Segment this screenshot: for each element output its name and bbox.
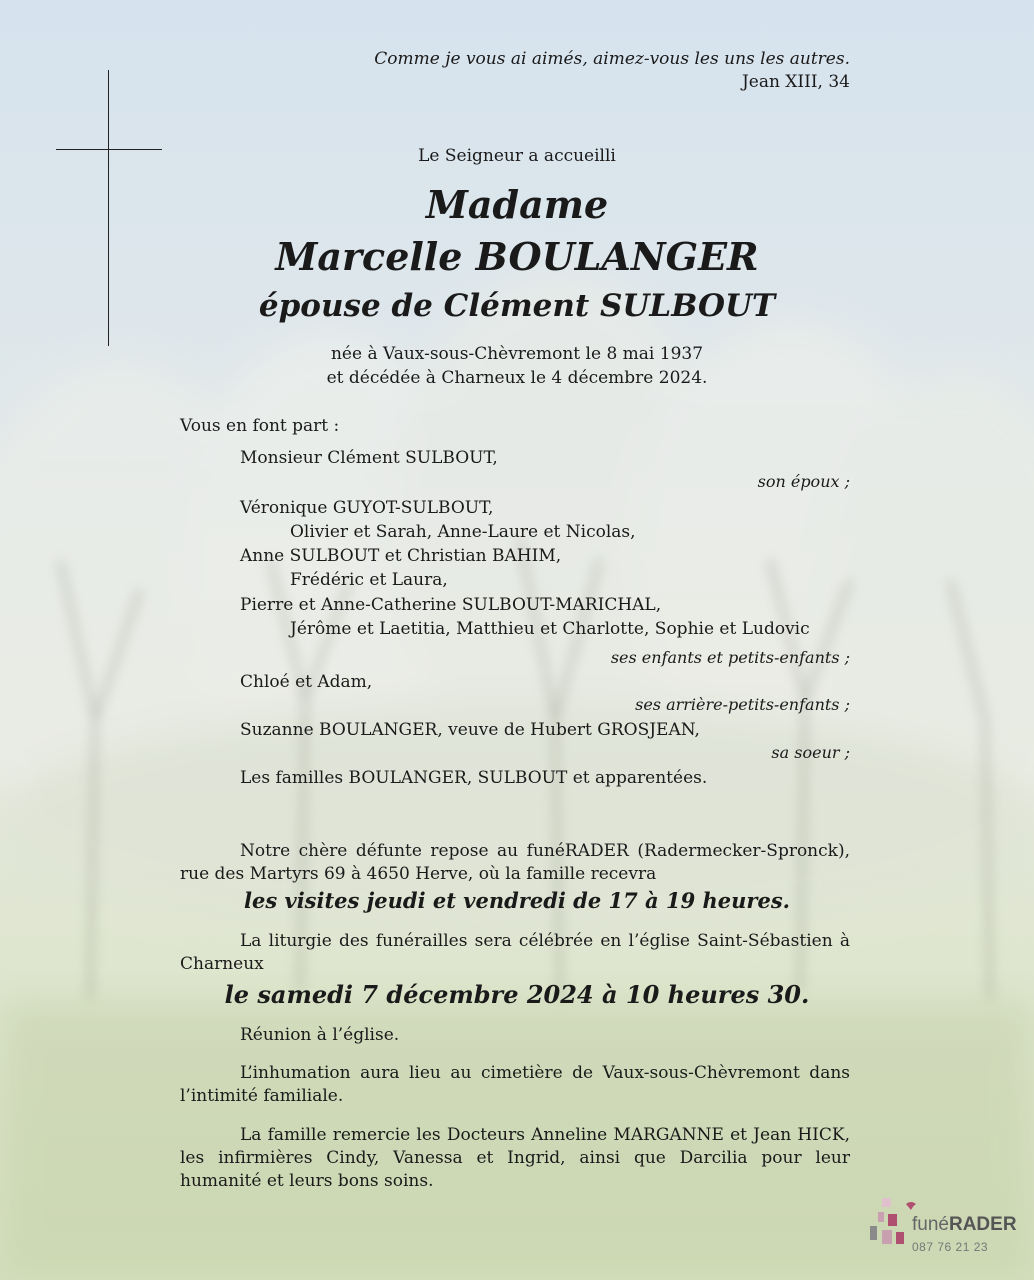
deceased-title: Madame [425,182,609,227]
relation-label: ses arrière-petits-enfants ; [635,695,850,714]
family-line: Frédéric et Laura, [290,570,448,590]
family-line: Jérôme et Laetitia, Matthieu et Charlotte, Sophie et Ludovic [290,619,810,639]
relation-label: son époux ; [757,472,850,491]
family-line: Olivier et Sarah, Anne-Laure et Nicolas, [290,522,636,542]
liturgy-paragraph: La liturgie des funérailles sera célébrée en l’église Saint-Sébastien à Charneux [180,931,850,974]
visits-line: les visites jeudi et vendredi de 17 à 19 heures. [244,888,790,913]
bible-verse [374,48,850,94]
family-line: Monsieur Clément SULBOUT, [240,448,498,468]
relation-label: sa soeur ; [771,743,850,762]
logo-name: funéRADER [912,1214,1017,1235]
family-line: Anne SULBOUT et Christian BAHIM, [240,546,562,566]
family-line: Véronique GUYOT-SULBOUT, [240,498,494,518]
family-intro: Vous en font part : [180,416,340,436]
funeral-date: le samedi 7 décembre 2024 à 10 heures 30. [224,980,810,1009]
burial-paragraph: L’inhumation aura lieu au cimetière de Vaux-sous-Chèvremont dans l’intimité familiale. [180,1063,850,1106]
rest-paragraph: Notre chère défunte repose au funéRADER (Radermecker-Spronck), rue des Martyrs 69 à 4650 Herve, où la famille recevra [180,841,850,884]
thanks-paragraph: La famille remercie les Docteurs Anneline MARGANNE et Jean HICK, les infirmières Cindy, Vanessa et Ingrid, ainsi que Darcilia pour leur humanité et leurs bons soins. [180,1125,850,1191]
relation-label: ses enfants et petits-enfants ; [610,648,850,667]
death-line: et décédée à Charneux le 4 décembre 2024. [326,368,708,388]
family-line: Suzanne BOULANGER, veuve de Hubert GROSJEAN, [240,720,700,740]
verse-reference: Jean XIII, 34 [741,72,850,92]
life-dates [0,342,1034,390]
family-line: Chloé et Adam, [240,672,373,692]
spouse-line: épouse de Clément SULBOUT [258,288,776,324]
family-line: Les familles BOULANGER, SULBOUT et apparentées. [240,768,708,788]
intro-text: Le Seigneur a accueilli [418,146,616,166]
family-line: Pierre et Anne-Catherine SULBOUT-MARICHAL, [240,595,662,615]
meeting-paragraph: Réunion à l’église. [240,1025,400,1045]
logo-phone: 087 76 21 23 [912,1240,989,1254]
deceased-name: Marcelle BOULANGER [275,234,759,279]
birth-line: née à Vaux-sous-Chèvremont le 8 mai 1937 [330,344,704,364]
verse-quote: Comme je vous ai aimés, aimez-vous les uns les autres. [374,49,850,69]
